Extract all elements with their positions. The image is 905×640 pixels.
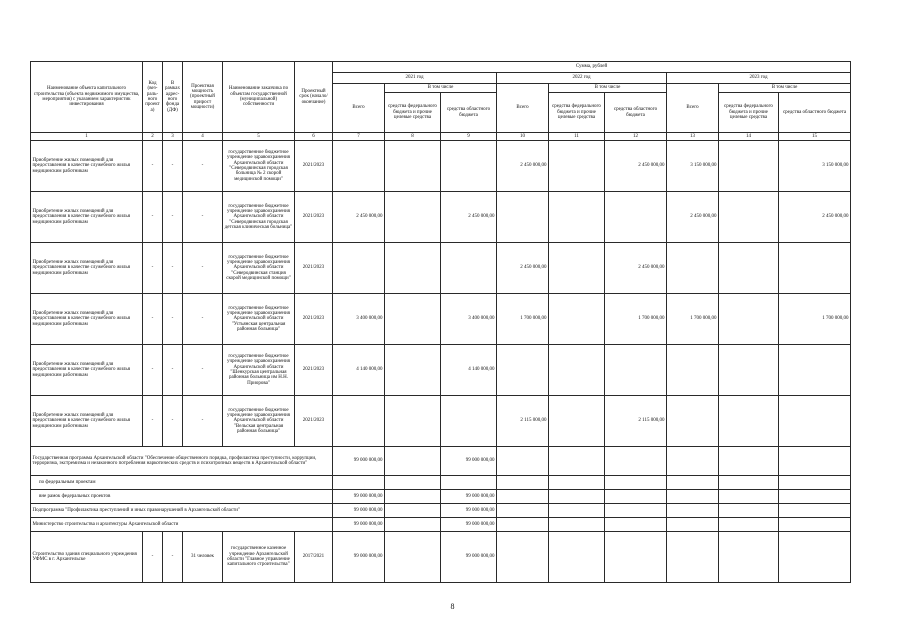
federal-2021: [385, 192, 441, 243]
ministry-label: Министерство строительства и архитектуры Архангельской области: [31, 518, 333, 532]
regional-2022: 2 450 000,00: [605, 141, 667, 192]
total-2021: 2 450 000,00: [333, 192, 385, 243]
federal-2021: [385, 141, 441, 192]
empty-cell: [719, 504, 779, 518]
total-2022: 2 450 000,00: [497, 141, 549, 192]
total-2023: [667, 243, 719, 294]
empty-cell: [667, 532, 719, 583]
object-name: Строительство здания специального учреждения УФМС в г. Архангельске: [31, 532, 143, 583]
column-number: 3: [163, 133, 183, 141]
table-row: [31, 345, 851, 396]
column-number: 9: [441, 133, 497, 141]
federal-projects-label: по федеральным проектам: [31, 476, 333, 490]
empty-cell: [719, 532, 779, 583]
object-code: -: [143, 192, 163, 243]
object-name: Приобретение жилых помещений для предоставления в качестве служебного жилья медицинским работникам: [31, 192, 143, 243]
object-code: -: [143, 532, 163, 583]
regional-2021: [441, 396, 497, 447]
object-customer: государственное бюджетное учреждение здравоохранения Архангельской области "Устьянская центральная районная больница": [223, 294, 295, 345]
object-name: Приобретение жилых помещений для предоставления в качестве служебного жилья медицинским работникам: [31, 345, 143, 396]
empty-cell: [605, 518, 667, 532]
empty-cell: [719, 476, 779, 490]
empty-cell: [667, 476, 719, 490]
object-power: -: [183, 396, 223, 447]
regional-2021: [441, 141, 497, 192]
column-number: 1: [31, 133, 143, 141]
object-period: 2021/2023: [295, 294, 333, 345]
empty-cell: [497, 447, 549, 476]
column-number: 13: [667, 133, 719, 141]
empty-cell: [719, 518, 779, 532]
program-title: Государственная программа Архангельской области "Обеспечение общественного порядка, профилактика преступности, коррупции, терроризма, экстремизма и незаконного потребления наркотических средств и психотропных веществ в Архангельской области": [31, 447, 333, 476]
object-code: -: [143, 294, 163, 345]
column-number: 5: [223, 133, 295, 141]
column-number: 15: [779, 133, 851, 141]
object-dif: -: [163, 243, 183, 294]
empty-cell: [385, 518, 441, 532]
federal-2023: [719, 243, 779, 294]
empty-cell: [549, 532, 605, 583]
table-row: [31, 532, 851, 583]
federal-2023: [719, 294, 779, 345]
total-2022: [497, 345, 549, 396]
header-regional-2021: средства областного бюджета: [441, 93, 497, 133]
header-regional-2022: средства областного бюджета: [605, 93, 667, 133]
empty-cell: [719, 490, 779, 504]
header-sum: Сумма, рублей: [333, 62, 851, 73]
header-total-2023: Всего: [667, 84, 719, 133]
table-row: [31, 192, 851, 243]
total-2021: [333, 141, 385, 192]
regional-2023: 3 150 000,00: [779, 141, 851, 192]
empty-cell: [779, 532, 851, 583]
header-year-2023: 2023 год: [667, 73, 851, 84]
object-dif: -: [163, 532, 183, 583]
column-number: 8: [385, 133, 441, 141]
empty-cell: [549, 518, 605, 532]
object-period: 2021/2023: [295, 141, 333, 192]
empty-cell: [779, 504, 851, 518]
header-regional-2023: средства областного бюджета: [779, 93, 851, 133]
empty-cell: [667, 490, 719, 504]
header-dif: В рамках адрес-ного фонда (ДФ): [163, 62, 183, 133]
table-row: [31, 396, 851, 447]
object-name: Приобретение жилых помещений для предоставления в качестве служебного жилья медицинским работникам: [31, 141, 143, 192]
header-power: Проектная мощность (проектный прирост мощности): [183, 62, 223, 133]
header-name: Наименование объекта капитального строительства (объекта недвижимого имущества, мероприятия) с указанием характеристик инвестирования: [31, 62, 143, 133]
regional-2023: [779, 396, 851, 447]
empty-cell: [667, 504, 719, 518]
regional-2022: 2 450 000,00: [605, 243, 667, 294]
object-period: 2021/2023: [295, 396, 333, 447]
total-2021: [333, 243, 385, 294]
empty-cell: [549, 447, 605, 476]
object-customer: государственное бюджетное учреждение здравоохранения Архангельской области "Северодвинская городская детская клиническая больница": [223, 192, 295, 243]
table-row: [31, 141, 851, 192]
empty-cell: [719, 447, 779, 476]
header-total-2022: Всего: [497, 84, 549, 133]
empty-cell: [497, 532, 549, 583]
header-federal-2021: средства федерального бюджета и прочие целевые средства: [385, 93, 441, 133]
object-code: -: [143, 396, 163, 447]
federal-2021: [385, 294, 441, 345]
regional-2021: 3 400 000,00: [441, 294, 497, 345]
federal-2023: [719, 192, 779, 243]
object-name: Приобретение жилых помещений для предоставления в качестве служебного жилья медицинским работникам: [31, 243, 143, 294]
total-2021: 4 140 000,00: [333, 345, 385, 396]
federal-2022: [549, 243, 605, 294]
program-row: [31, 447, 851, 476]
column-number: 12: [605, 133, 667, 141]
federal-projects-row: [31, 476, 851, 490]
total-2023: 1 700 000,00: [667, 294, 719, 345]
object-customer: государственное бюджетное учреждение здравоохранения Архангельской области "Шенкурская центральная районная больница им Н.Н. Приорова": [223, 345, 295, 396]
program-regional-2021: 99 000 000,00: [441, 447, 497, 476]
empty-cell: [385, 532, 441, 583]
empty-cell: [605, 504, 667, 518]
federal-2023: [719, 345, 779, 396]
regional-2022: 2 115 000,00: [605, 396, 667, 447]
empty-cell: [605, 476, 667, 490]
total-2023: [667, 396, 719, 447]
column-number: 2: [143, 133, 163, 141]
regional-2023: [779, 243, 851, 294]
empty-cell: [667, 518, 719, 532]
subprogram-total-2021: 99 000 000,00: [333, 504, 385, 518]
subprogram-regional-2021: 99 000 000,00: [441, 504, 497, 518]
header-inthat-2021: В том числе: [385, 84, 497, 93]
federal-2022: [549, 345, 605, 396]
empty-cell: [779, 518, 851, 532]
object-period: 2017/2021: [295, 532, 333, 583]
empty-cell: [779, 490, 851, 504]
total-2021: 3 400 000,00: [333, 294, 385, 345]
header-customer: Наименование заказчика по объектам государственной (муниципальной) собственности: [223, 62, 295, 133]
ministry-row: [31, 518, 851, 532]
object-code: -: [143, 243, 163, 294]
regional-2022: [605, 345, 667, 396]
total-2022: [497, 192, 549, 243]
federal-2022: [549, 396, 605, 447]
header-year-2021: 2021 год: [333, 73, 497, 84]
object-code: -: [143, 345, 163, 396]
empty-cell: [385, 504, 441, 518]
total-2023: [667, 345, 719, 396]
object-code: -: [143, 141, 163, 192]
subprogram-row: [31, 504, 851, 518]
total-2022: 1 700 000,00: [497, 294, 549, 345]
federal-2022: [549, 141, 605, 192]
table-row: [31, 243, 851, 294]
object-dif: -: [163, 192, 183, 243]
regional-2021: 2 450 000,00: [441, 192, 497, 243]
outside-total-2021: 99 000 000,00: [333, 490, 385, 504]
empty-cell: [441, 476, 497, 490]
outside-projects-row: [31, 490, 851, 504]
object-dif: -: [163, 345, 183, 396]
header-code: Код (вез-раль-ного проекта): [143, 62, 163, 133]
ministry-regional-2021: 99 000 000,00: [441, 518, 497, 532]
header-inthat-2023: В том числе: [719, 84, 851, 93]
total-2023: 2 450 000,00: [667, 192, 719, 243]
total-2021: [333, 396, 385, 447]
empty-cell: [605, 490, 667, 504]
object-name: Приобретение жилых помещений для предоставления в качестве служебного жилья медицинским работникам: [31, 294, 143, 345]
header-total-2021: Всего: [333, 84, 385, 133]
object-total-2021: 99 000 000,00: [333, 532, 385, 583]
object-power: 31 человек: [183, 532, 223, 583]
empty-cell: [497, 476, 549, 490]
object-power: -: [183, 345, 223, 396]
empty-cell: [385, 490, 441, 504]
page-number: 8: [450, 602, 455, 611]
empty-cell: [667, 447, 719, 476]
federal-2021: [385, 243, 441, 294]
object-period: 2021/2023: [295, 345, 333, 396]
empty-cell: [779, 476, 851, 490]
regional-2021: 4 140 000,00: [441, 345, 497, 396]
column-number: 14: [719, 133, 779, 141]
subprogram-label: Подпрограмма "Профилактика преступлений и иных правонарушений в Архангельской области": [31, 504, 333, 518]
object-name: Приобретение жилых помещений для предоставления в качестве служебного жилья медицинским работникам: [31, 396, 143, 447]
header-federal-2023: средства федерального бюджета и прочие целевые средства: [719, 93, 779, 133]
regional-2022: [605, 192, 667, 243]
object-dif: -: [163, 141, 183, 192]
total-2022: 2 450 000,00: [497, 243, 549, 294]
program-total-2021: 99 000 000,00: [333, 447, 385, 476]
federal-2023: [719, 141, 779, 192]
regional-2022: 1 700 000,00: [605, 294, 667, 345]
object-dif: -: [163, 396, 183, 447]
column-number: 10: [497, 133, 549, 141]
regional-2023: 2 450 000,00: [779, 192, 851, 243]
federal-2021: [385, 345, 441, 396]
total-2022: 2 115 000,00: [497, 396, 549, 447]
federal-2021: [385, 396, 441, 447]
object-customer: государственное казенное учреждение Архангельской области "Главное управление капитального строительства": [223, 532, 295, 583]
federal-2022: [549, 294, 605, 345]
column-number: 4: [183, 133, 223, 141]
object-regional-2021: 99 000 000,00: [441, 532, 497, 583]
federal-2022: [549, 192, 605, 243]
empty-cell: [549, 476, 605, 490]
regional-2023: [779, 345, 851, 396]
header-year-2022: 2022 год: [497, 73, 667, 84]
header-period: Проектный срок (начало/окончание): [295, 62, 333, 133]
object-power: -: [183, 243, 223, 294]
total-2023: 3 150 000,00: [667, 141, 719, 192]
regional-2023: 1 700 000,00: [779, 294, 851, 345]
object-power: -: [183, 294, 223, 345]
regional-2021: [441, 243, 497, 294]
column-number: 7: [333, 133, 385, 141]
object-dif: -: [163, 294, 183, 345]
outside-projects-label: вне рамок федеральных проектов: [31, 490, 333, 504]
column-numbers-row: [31, 133, 851, 141]
header-federal-2022: средства федерального бюджета и прочие целевые средства: [549, 93, 605, 133]
empty-cell: [549, 504, 605, 518]
empty-cell: [385, 476, 441, 490]
empty-cell: [605, 447, 667, 476]
empty-cell: [497, 490, 549, 504]
object-power: -: [183, 141, 223, 192]
federal-2023: [719, 396, 779, 447]
empty-cell: [385, 447, 441, 476]
empty-cell: [333, 476, 385, 490]
object-power: -: [183, 192, 223, 243]
empty-cell: [549, 490, 605, 504]
object-customer: государственное бюджетное учреждение здравоохранения Архангельской области "Вельская центральная районная больница": [223, 396, 295, 447]
column-number: 11: [549, 133, 605, 141]
empty-cell: [605, 532, 667, 583]
ministry-total-2021: 99 000 000,00: [333, 518, 385, 532]
column-number: 6: [295, 133, 333, 141]
object-period: 2021/2023: [295, 192, 333, 243]
table-row: [31, 294, 851, 345]
object-customer: государственное бюджетное учреждение здравоохранения Архангельской области "Северодвинская городская больница № 2 скорой медицинской помощи": [223, 141, 295, 192]
header-inthat-2022: В том числе: [549, 84, 667, 93]
investment-table: [30, 61, 851, 583]
empty-cell: [497, 518, 549, 532]
empty-cell: [497, 504, 549, 518]
object-customer: государственное бюджетное учреждение здравоохранения Архангельской области "Северодвинская станция скорой медицинской помощи": [223, 243, 295, 294]
object-period: 2021/2023: [295, 243, 333, 294]
outside-regional-2021: 99 000 000,00: [441, 490, 497, 504]
empty-cell: [779, 447, 851, 476]
